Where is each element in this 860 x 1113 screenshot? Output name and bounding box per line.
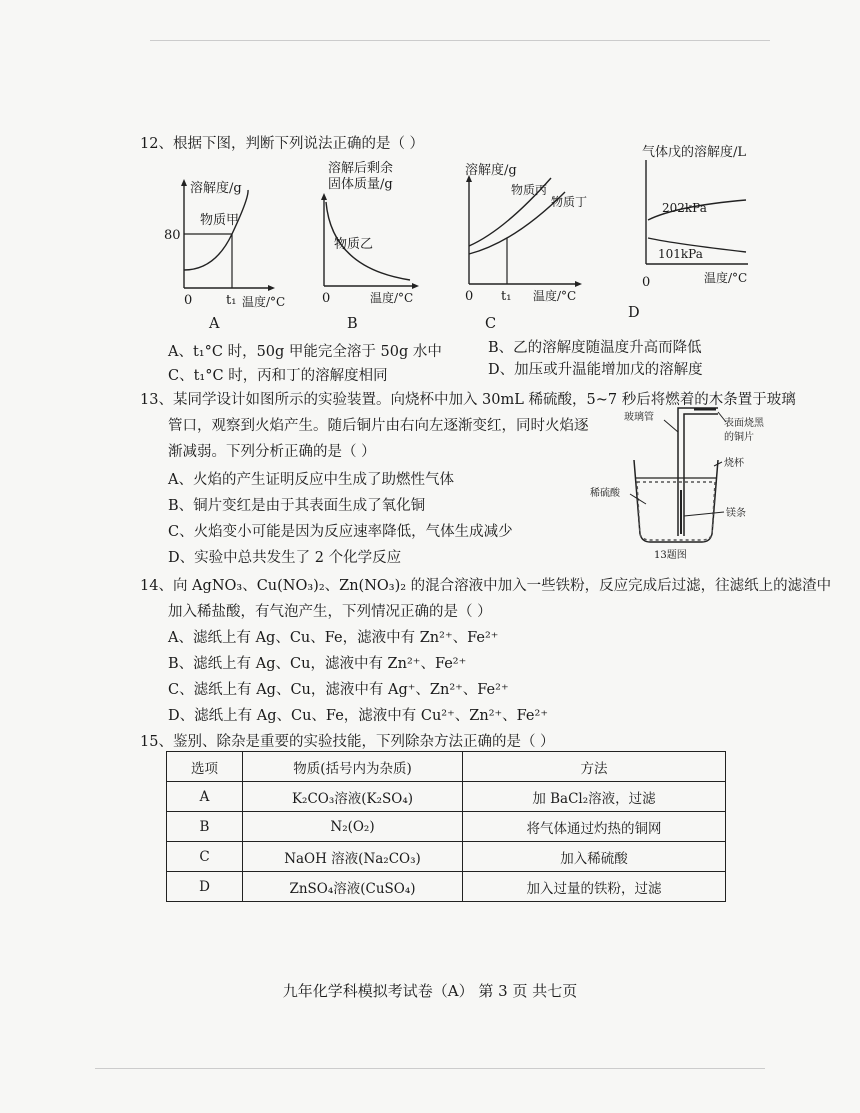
- table-cell: 加入过量的铁粉，过滤: [463, 872, 726, 902]
- table-cell: 将气体通过灼热的铜网: [463, 812, 726, 842]
- q15-table: [166, 751, 726, 902]
- table-cell: 加入稀硫酸: [463, 842, 726, 872]
- q13-apparatus-figure: [590, 400, 770, 562]
- q14-option-d: D、滤纸上有 Ag、Cu、Fe，滤液中有 Cu²⁺、Zn²⁺、Fe²⁺: [168, 708, 548, 724]
- q12-figure-b: [310, 158, 430, 308]
- q12-option-d: D、加压或升温能增加戊的溶解度: [488, 362, 703, 378]
- q12-figure-a: [160, 170, 286, 310]
- fig-a-xlabel: 温度/°C: [242, 295, 286, 309]
- q12-figure-c: [455, 158, 605, 308]
- q13-option-c: C、火焰变小可能是因为反应速率降低，气体生成减少: [168, 524, 513, 540]
- fig-d-xlabel: 温度/°C: [704, 271, 748, 285]
- q13-option-d: D、实验中总共发生了 2 个化学反应: [168, 550, 402, 566]
- q13-option-b: B、铜片变红是由于其表面生成了氧化铜: [168, 498, 426, 514]
- fig-b-xlabel: 温度/°C: [370, 291, 414, 305]
- fig-c-curve2-label: 物质丁: [551, 195, 588, 209]
- fig-a-80-label: 80: [164, 228, 181, 243]
- table-header-row: [167, 752, 726, 782]
- fig-d-curve2-label: 101kPa: [658, 247, 703, 261]
- page-footer: 九年化学科模拟考试卷（A） 第 3 页 共七页: [282, 982, 578, 1000]
- table-cell: A: [167, 782, 243, 812]
- fig-c-xlabel: 温度/°C: [533, 289, 577, 303]
- fig13-copper-label-1: 表面烧黑: [724, 418, 764, 429]
- fig-b-ylabel-1: 溶解后剩余: [328, 161, 394, 176]
- q13-line-3: 渐减弱。下列分析正确的是（ ）: [168, 444, 376, 460]
- fig-c-curve1-label: 物质丙: [511, 183, 548, 197]
- table-row: [167, 812, 726, 842]
- fig13-acid-label: 稀硫酸: [590, 488, 620, 499]
- fig-a-curve-label: 物质甲: [200, 213, 240, 228]
- fig-d-caption: D: [628, 305, 640, 321]
- fig-a-t1: t₁: [226, 293, 237, 308]
- scan-edge-bottom: [95, 1068, 765, 1069]
- fig-c-caption: C: [485, 316, 497, 332]
- fig-d-origin: 0: [642, 275, 651, 290]
- q12-figure-d: [636, 140, 766, 300]
- fig13-beaker-label: 烧杯: [724, 458, 744, 469]
- q12-option-c: C、t₁°C 时，丙和丁的溶解度相同: [168, 368, 388, 384]
- fig-a-caption: A: [209, 316, 220, 332]
- fig-b-caption: B: [347, 316, 358, 332]
- fig-c-origin: 0: [465, 289, 474, 304]
- q15-stem: 15、鉴别、除杂是重要的实验技能，下列除杂方法正确的是（ ）: [140, 734, 555, 750]
- table-row: [167, 782, 726, 812]
- table-cell: D: [167, 872, 243, 902]
- q13-option-a: A、火焰的产生证明反应中生成了助燃性气体: [168, 472, 454, 488]
- scan-edge-top: [150, 40, 770, 41]
- fig-c-ylabel: 溶解度/g: [465, 163, 517, 178]
- q12-option-a: A、t₁°C 时，50g 甲能完全溶于 50g 水中: [168, 344, 442, 360]
- fig13-tube-label: 玻璃管: [624, 412, 654, 423]
- table-cell: 加 BaCl₂溶液，过滤: [463, 782, 726, 812]
- fig-b-curve-label: 物质乙: [334, 237, 374, 252]
- fig-a-ylabel: 溶解度/g: [190, 181, 242, 196]
- q12-stem: 12、根据下图，判断下列说法正确的是（ ）: [140, 136, 425, 152]
- q14-line-2: 加入稀盐酸，有气泡产生，下列情况正确的是（ ）: [168, 604, 492, 620]
- fig-d-curve1-label: 202kPa: [662, 201, 707, 215]
- fig13-copper-label-2: 的铜片: [724, 432, 754, 443]
- fig-b-ylabel-2: 固体质量/g: [328, 177, 393, 192]
- table-cell: ZnSO₄溶液(CuSO₄): [243, 872, 463, 902]
- q14-option-a: A、滤纸上有 Ag、Cu、Fe，滤液中有 Zn²⁺、Fe²⁺: [168, 630, 499, 646]
- fig13-caption: 13题图: [654, 550, 687, 561]
- table-cell: C: [167, 842, 243, 872]
- table-row: [167, 842, 726, 872]
- table-header-cell: 选项: [167, 752, 243, 782]
- fig-b-origin: 0: [322, 291, 331, 306]
- table-cell: NaOH 溶液(Na₂CO₃): [243, 842, 463, 872]
- fig13-mg-label: 镁条: [726, 508, 746, 519]
- table-row: [167, 872, 726, 902]
- table-cell: N₂(O₂): [243, 812, 463, 842]
- q14-option-b: B、滤纸上有 Ag、Cu，滤液中有 Zn²⁺、Fe²⁺: [168, 656, 467, 672]
- table-cell: K₂CO₃溶液(K₂SO₄): [243, 782, 463, 812]
- fig-c-t1: t₁: [501, 289, 512, 304]
- table-header-cell: 方法: [463, 752, 726, 782]
- q14-line-1: 14、向 AgNO₃、Cu(NO₃)₂、Zn(NO₃)₂ 的混合溶液中加入一些铁粉，反应完成后过滤，往滤纸上的滤渣中: [140, 578, 832, 594]
- table-cell: B: [167, 812, 243, 842]
- fig-d-ylabel: 气体戊的溶解度/L: [642, 145, 747, 160]
- table-header-cell: 物质(括号内为杂质): [243, 752, 463, 782]
- q13-line-1: 13、某同学设计如图所示的实验装置。向烧杯中加入 30mL 稀硫酸，5~7 秒后将燃着的木条置于玻璃: [140, 392, 796, 408]
- q12-option-b: B、乙的溶解度随温度升高而降低: [488, 340, 702, 356]
- q14-option-c: C、滤纸上有 Ag、Cu，滤液中有 Ag⁺、Zn²⁺、Fe²⁺: [168, 682, 509, 698]
- q13-line-2: 管口，观察到火焰产生。随后铜片由右向左逐渐变红，同时火焰逐: [168, 418, 589, 434]
- fig-a-origin: 0: [184, 293, 193, 308]
